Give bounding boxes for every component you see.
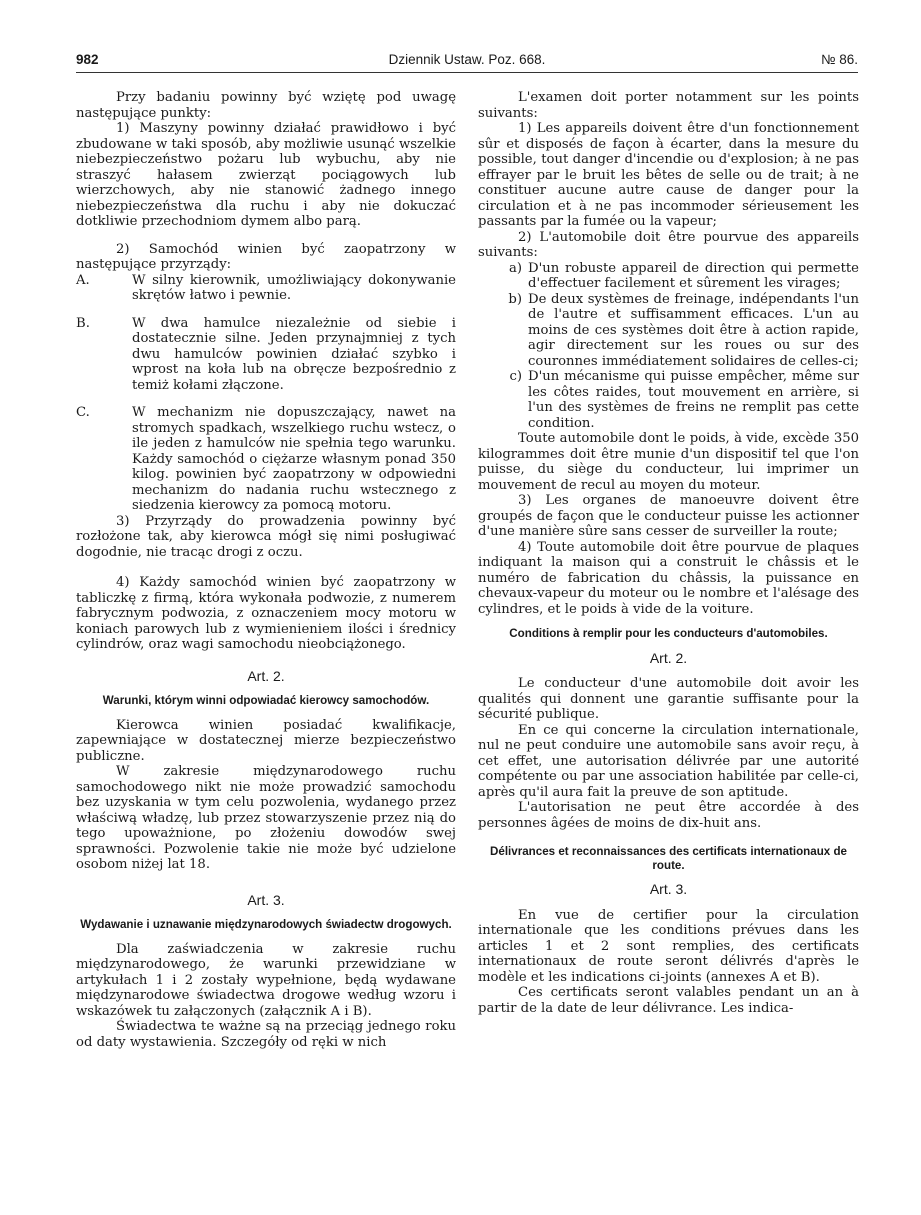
french-column (478, 90, 859, 1016)
point-2-paragraph: 2) Samochód winien być zaopatrzony w następujące przyrządy: (76, 241, 456, 272)
article-3-title: Art. 3. (649, 881, 688, 897)
point-1-paragraph: 1) Les appareils doivent être d'un fonctionnement sûr et disposés de façon à écarter, dans la mesure du possible, tout danger d'incendie ou d'explosion; à ne pas effrayer par le bruit les bêtes de selle ou de trait; à ne constituer aucune autre cause de danger pour la circulation et à ne pas incommoder sérieusement les passants par la fumée ou la vapeur; (478, 121, 859, 229)
conditions-heading: Conditions à remplir pour les conducteurs d'automobiles. (509, 627, 828, 640)
deliverance-heading: Délivrances et reconnaissances des certificats internationaux de route. (490, 845, 847, 872)
list-text: W mechanizm nie dopuszczający, nawet na stromych spadkach, wszelkiego ruchu wstecz, o ile jeden z hamulców nie spełnia tego warunku. Każdy samochód o ciężarze własnym ponad 350 kilog. powinien być zaopatrzony w odpowiedni mechanizm do nadania ruchu wstecznego z siedzenia kierowcy za pomocą motoru. (132, 405, 456, 513)
article-2-paragraph-3: L'autorisation ne peut être accordée à des personnes âgées de moins de dix-huit ans. (478, 800, 859, 831)
list-label: B. (76, 315, 90, 331)
journal-title: Dziennik Ustaw. Poz. 668. (388, 52, 546, 67)
point-4-paragraph: 4) Toute automobile doit être pourvue de plaques indiquant la maison qui a construit le châssis et le numéro de fabrication du châssis, la puissance en chevaux-vapeur du moteur ou le nombre et l'alésage des cylindres, et le poids à vide de la voiture. (478, 539, 859, 617)
article-2-paragraph-2: En ce qui concerne la circulation internationale, nul ne peut conduire une automobile sans avoir reçu, à cet effet, une autorisation délivrée par une autorité compétente ou par une association habilitée par celle-ci, après qu'il aura fait la preuve de son aptitude. (478, 722, 859, 800)
point-3-paragraph: 3) Przyrządy do prowadzenia powinny być rozłożone tak, aby kierowca mógł się nimi posługiwać dogodnie, nie tracąc drogi z oczu. (76, 513, 456, 560)
list-item-a (76, 273, 456, 304)
article-2-paragraph-1: Le conducteur d'une automobile doit avoir les qualités qui donnent une garantie suffisante pour la sécurité publique. (478, 676, 859, 722)
article-2-paragraph-2: W zakresie międzynarodowego ruchu samochodowego nikt nie może prowadzić samochodu bez uzyskania w tym celu pozwolenia, wydanego przez właściwą władzę, lub przez stowarzyszenie przez nią do tego upoważnione, po złożeniu dowodów swej sprawności. Pozwolenie takie nie może być udzielone osobom niżej lat 18. (76, 764, 456, 872)
article-3-paragraph-2: Ces certificats seront valables pendant un an à partir de la date de leur délivrance. Les indica- (478, 985, 859, 1016)
article-3-paragraph-2: Świadectwa te ważne są na przeciąg jednego roku od daty wystawienia. Szczegóły od ręki w nich (76, 1019, 456, 1050)
weight-paragraph: Toute automobile dont le poids, à vide, excède 350 kilogrammes doit être munie d'un dispositif tel que l'on puisse, du siège du conducteur, lui imprimer un mouvement de recul au moyen du moteur. (478, 431, 859, 493)
list-label: a) (508, 260, 522, 276)
article-3-paragraph-1: En vue de certifier pour la circulation internationale que les conditions prévues dans les articles 1 et 2 sont remplies, des certificats internationaux de route seront délivrés d'après le modèle et les indications ci-joints (annexes A et B). (478, 907, 859, 985)
intro-paragraph: Przy badaniu powinny być wziętę pod uwagę następujące punkty: (76, 90, 456, 121)
list-item-b (76, 316, 456, 394)
intro-paragraph: L'examen doit porter notamment sur les points suivants: (478, 90, 859, 121)
list-item-c (76, 405, 456, 514)
list-label: A. (76, 272, 90, 288)
list-text: W silny kierownik, umożliwiający dokonywanie skrętów łatwo i pewnie. (132, 272, 456, 303)
point-1-paragraph: 1) Maszyny powinny działać prawidłowo i być zbudowane w taki sposób, aby możliwie usunąć wszelkie niebezpieczeństwo pożaru lub wybuchu, aby nie straszyć hałasem zwierząt pociągowych lub wierzchowych, aby nie stanowić żadnego innego niebezpieczeństwa dla ruchu i aby nie dokuczać dotkliwie przechodniom dymem albo parą. (76, 121, 456, 229)
point-3-paragraph: 3) Les organes de manoeuvre doivent être groupés de façon que le conducteur puisse les actionner d'une manière sûre sans cesser de surveiller la route; (478, 493, 859, 539)
article-3-title: Art. 3. (247, 891, 285, 908)
article-2-title: Art. 2. (247, 667, 285, 684)
list-item-a (478, 261, 859, 292)
header-rule (76, 72, 858, 73)
page-header (76, 50, 858, 74)
list-item-b (478, 292, 859, 370)
article-2-heading: Warunki, którym winni odpowiadać kierowcy samochodów. (102, 694, 430, 707)
list-text: De deux systèmes de freinage, indépendants l'un de l'autre et suffisamment efficaces. L'un au moins de ces systèmes doit être à action rapide, agir directement sur les roues ou sur des couronnes immédiatement solidaires de celles-ci; (528, 291, 859, 369)
article-3-paragraph-1: Dla zaświadczenia w zakresie ruchu międzynarodowego, że warunki przewidziane w artykułach 1 i 2 zostały wypełnione, będą wydawane międzynarodowe świadectwa drogowe według wzoru i wskazówek tu załączonych (załącznik A i B). (76, 941, 456, 1019)
list-text: D'un mécanisme qui puisse empêcher, même sur les côtes raides, tout mouvement en arrière, si l'un des systèmes de freins ne remplit pas cette condition. (528, 369, 859, 431)
polish-column (76, 90, 456, 1050)
article-2-title: Art. 2. (649, 649, 688, 666)
list-label: b) (508, 291, 522, 307)
list-item-c (478, 369, 859, 431)
point-4-paragraph: 4) Każdy samochód winien być zaopatrzony w tabliczkę z firmą, która wykonała podwozie, z numerem fabrycznym podwozia, z oznaczeniem mocy motoru w koniach parowych lub z wymienieniem ilości i średnicy cylindrów, oraz wagi samochodu nieobciążonego. (76, 575, 456, 652)
list-text: D'un robuste appareil de direction qui permette d'effectuer facilement et sûrement les virages; (528, 260, 859, 291)
point-2-paragraph: 2) L'automobile doit être pourvue des appareils suivants: (478, 229, 859, 260)
article-3-heading: Wydawanie i uznawanie międzynarodowych świadectw drogowych. (80, 918, 452, 931)
page-number: 982 (76, 52, 99, 67)
list-label: c) (509, 369, 522, 384)
article-2-paragraph-1: Kierowca winien posiadać kwalifikacje, zapewniające w dostatecznej mierze bezpieczeństwo publiczne. (76, 717, 456, 764)
list-text: W dwa hamulce niezależnie od siebie i dostatecznie silne. Jeden przynajmniej z tych dwu hamulców powinien działać szybko i wprost na koła lub na obręcze bezpośrednio z temiż kołami złączone. (132, 315, 456, 393)
issue-number: № 86. (821, 52, 858, 67)
list-label: C. (76, 405, 90, 420)
